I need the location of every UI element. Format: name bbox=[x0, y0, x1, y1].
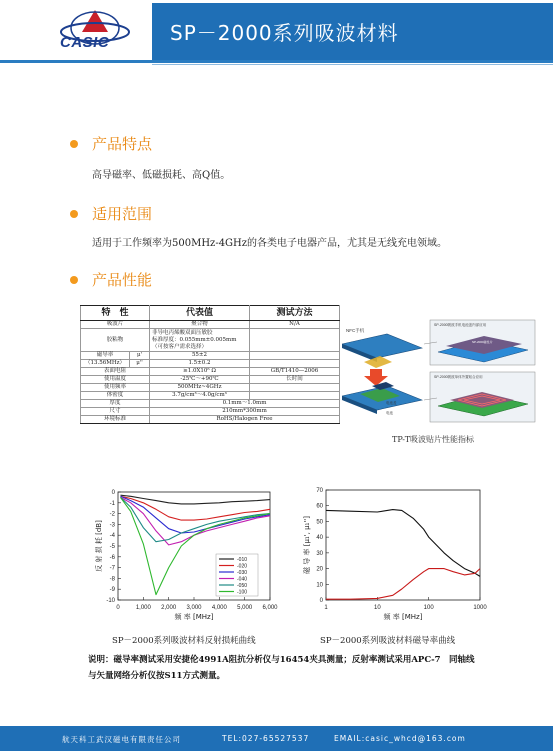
legend-label: -100 bbox=[237, 589, 248, 596]
table-row bbox=[81, 384, 340, 392]
logo-text: CASIC bbox=[60, 34, 110, 51]
reflection-loss-caption: SP－2000系列吸波材料反射损耗曲线 bbox=[112, 636, 256, 646]
table-cell: -25℃～+90℃ bbox=[150, 376, 250, 384]
table-cell: 使用温度 bbox=[81, 376, 150, 384]
series-line bbox=[121, 497, 271, 545]
table-cell: 厚度 bbox=[81, 400, 150, 408]
title-band bbox=[152, 3, 553, 60]
page-title: SP－2000系列吸波材料 bbox=[170, 21, 399, 45]
table-cell: 210mm*300mm bbox=[150, 408, 340, 416]
y-axis-label: 磁 导 率 [μ₁', μ₁''] bbox=[303, 516, 311, 574]
table-row bbox=[81, 400, 340, 408]
section-title-applications: 适用范围 bbox=[92, 205, 153, 223]
table-cell: RoHS/Halogen Free bbox=[150, 416, 340, 424]
features-text: 高导磁率、低磁损耗、高Q值。 bbox=[92, 170, 231, 181]
y-tick-label: 70 bbox=[316, 488, 323, 494]
x-tick-label: 100 bbox=[423, 605, 434, 611]
table-row bbox=[81, 392, 340, 400]
diagram-label-battery: 电池 bbox=[386, 411, 393, 415]
y-tick-label: 30 bbox=[316, 550, 323, 557]
legend-label: -040 bbox=[237, 576, 248, 583]
x-tick-label: 0 bbox=[116, 605, 120, 611]
page-footer bbox=[0, 726, 553, 751]
table-row bbox=[81, 360, 340, 368]
footer-company: 航天科工武汉磁电有限责任公司 bbox=[62, 735, 181, 744]
table-cell bbox=[250, 329, 340, 352]
y-tick-label: -6 bbox=[109, 554, 115, 561]
table-cell: 体密度 bbox=[81, 392, 150, 400]
y-tick-label: -10 bbox=[106, 598, 115, 604]
y-tick-label: 40 bbox=[316, 535, 323, 542]
note-line-1: 说明：磁导率测试采用安捷伦4991A阻抗分析仪与16454夹具测量；反射率测试采用APC-7 同轴线 bbox=[88, 655, 475, 665]
diagram-label-phone: NFC手机 bbox=[346, 328, 365, 333]
y-tick-label: 0 bbox=[111, 490, 115, 496]
series-line bbox=[326, 510, 480, 577]
permeability-chart bbox=[290, 484, 495, 634]
x-tick-label: 4,000 bbox=[211, 605, 227, 611]
table-cell: 吸波片 bbox=[81, 321, 150, 329]
y-tick-label: -5 bbox=[109, 544, 115, 550]
y-axis-label: 反 射 损 耗 [dB] bbox=[95, 520, 103, 572]
table-cell: 非导电丙烯酸双面压敏胶 标准厚度：0.055mm±0.005mm （可按客户需求选择） bbox=[150, 329, 250, 352]
table-cell bbox=[250, 392, 340, 400]
y-tick-label: -8 bbox=[109, 576, 115, 583]
nfc-application-diagram bbox=[342, 314, 537, 429]
plot-frame bbox=[326, 490, 480, 600]
diagram-label-top: SP-2000吸波手机电池盖内部应用 bbox=[434, 323, 487, 327]
table-cell: 长时间 bbox=[250, 376, 340, 384]
y-tick-label: 60 bbox=[316, 503, 323, 510]
y-tick-label: 50 bbox=[316, 519, 323, 526]
reflection-loss-chart bbox=[88, 486, 278, 631]
x-tick-label: 1,000 bbox=[135, 605, 151, 611]
table-cell: μ'' bbox=[130, 360, 150, 368]
table-row bbox=[81, 408, 340, 416]
bullet-icon bbox=[70, 140, 78, 148]
legend-label: -050 bbox=[237, 583, 248, 589]
table-row bbox=[81, 376, 340, 384]
table-row bbox=[81, 368, 340, 376]
legend-label: -010 bbox=[237, 557, 248, 563]
header-divider-thin bbox=[152, 64, 553, 65]
footer-email: EMAIL:casic_whcd@163.com bbox=[334, 734, 466, 743]
spec-table bbox=[80, 305, 340, 424]
table-cell bbox=[250, 352, 340, 360]
table-cell bbox=[250, 360, 340, 368]
table-header-row bbox=[81, 306, 340, 321]
legend-label: -020 bbox=[237, 563, 248, 570]
footer-tel: TEL:027-65527537 bbox=[222, 734, 310, 743]
y-tick-label: -2 bbox=[109, 511, 115, 518]
phone-stack-illustration bbox=[342, 334, 422, 414]
diagram-label-bottom: SP-2000吸波单体外置贴合应用 bbox=[434, 375, 483, 379]
y-tick-label: 0 bbox=[319, 598, 323, 604]
table-cell: 500MHz~4GHz bbox=[150, 384, 250, 392]
x-axis-label: 频 率 [MHz] bbox=[174, 613, 214, 621]
table-cell: 55±2 bbox=[150, 352, 250, 360]
header-divider bbox=[0, 60, 553, 63]
table-header: 特 性 bbox=[81, 306, 150, 321]
diagram-label-battery-cover: 电池盖 bbox=[386, 401, 397, 405]
table-cell: ≥1.0X10⁶ Ω bbox=[150, 368, 250, 376]
table-header: 测试方法 bbox=[250, 306, 340, 321]
table-cell: 3.7g/cm³～4.0g/cm³ bbox=[150, 392, 250, 400]
y-tick-label: -1 bbox=[109, 500, 115, 507]
table-cell: 尺寸 bbox=[81, 408, 150, 416]
x-tick-label: 3,000 bbox=[186, 605, 202, 611]
table-header: 代表值 bbox=[150, 306, 250, 321]
applications-text: 适用于工作频率为500MHz-4GHz的各类电子电器产品，尤其是无线充电领域。 bbox=[92, 238, 448, 249]
table-row bbox=[81, 416, 340, 424]
table-cell: 胶粘物 bbox=[81, 329, 150, 352]
x-tick-label: 10 bbox=[373, 605, 381, 611]
table-cell: 磁导率 bbox=[81, 352, 130, 360]
table-cell: 表面电阻 bbox=[81, 368, 150, 376]
diagram-label-mid: SP-2000磁性片 bbox=[472, 340, 493, 344]
x-tick-label: 6,000 bbox=[262, 605, 278, 611]
table-row bbox=[81, 352, 340, 360]
bullet-icon bbox=[70, 276, 78, 284]
diagram-caption: TP-T吸波贴片性能指标 bbox=[392, 435, 475, 444]
table-row bbox=[81, 321, 340, 329]
legend-label: -030 bbox=[237, 570, 248, 576]
measurement-note bbox=[88, 652, 528, 684]
table-cell: （13.56MHz） bbox=[81, 360, 130, 368]
section-title-features: 产品特点 bbox=[92, 135, 153, 153]
table-cell: N/A bbox=[250, 321, 340, 329]
x-axis-label: 频 率 [MHz] bbox=[383, 613, 423, 621]
table-cell: 0.1mm～1.0mm bbox=[150, 400, 340, 408]
y-tick-label: -3 bbox=[109, 522, 115, 529]
y-tick-label: 20 bbox=[316, 566, 323, 573]
table-cell: 使用频率 bbox=[81, 384, 150, 392]
series-line bbox=[326, 569, 480, 600]
x-tick-label: 1000 bbox=[473, 605, 487, 611]
y-tick-label: -9 bbox=[109, 587, 115, 594]
y-tick-label: 10 bbox=[316, 582, 323, 589]
x-tick-label: 1 bbox=[324, 605, 328, 611]
table-cell: GB/T1410—2006 bbox=[250, 368, 340, 376]
permeability-caption: SP－2000系列吸波材料磁导率曲线 bbox=[320, 636, 456, 646]
table-row bbox=[81, 329, 340, 352]
y-tick-label: -4 bbox=[109, 533, 115, 540]
y-tick-label: -7 bbox=[109, 565, 115, 572]
table-cell: 环境标准 bbox=[81, 416, 150, 424]
table-cell: 1.5±0.2 bbox=[150, 360, 250, 368]
bullet-icon bbox=[70, 210, 78, 218]
x-tick-label: 2,000 bbox=[161, 605, 177, 611]
x-tick-label: 5,000 bbox=[237, 605, 253, 611]
table-cell: 聚合物 bbox=[150, 321, 250, 329]
page-header bbox=[0, 0, 553, 62]
section-title-performance: 产品性能 bbox=[92, 271, 153, 289]
table-cell bbox=[250, 384, 340, 392]
table-cell: μ' bbox=[130, 352, 150, 360]
note-line-2: 与矢量网络分析仪按S11方式测量。 bbox=[88, 671, 225, 681]
